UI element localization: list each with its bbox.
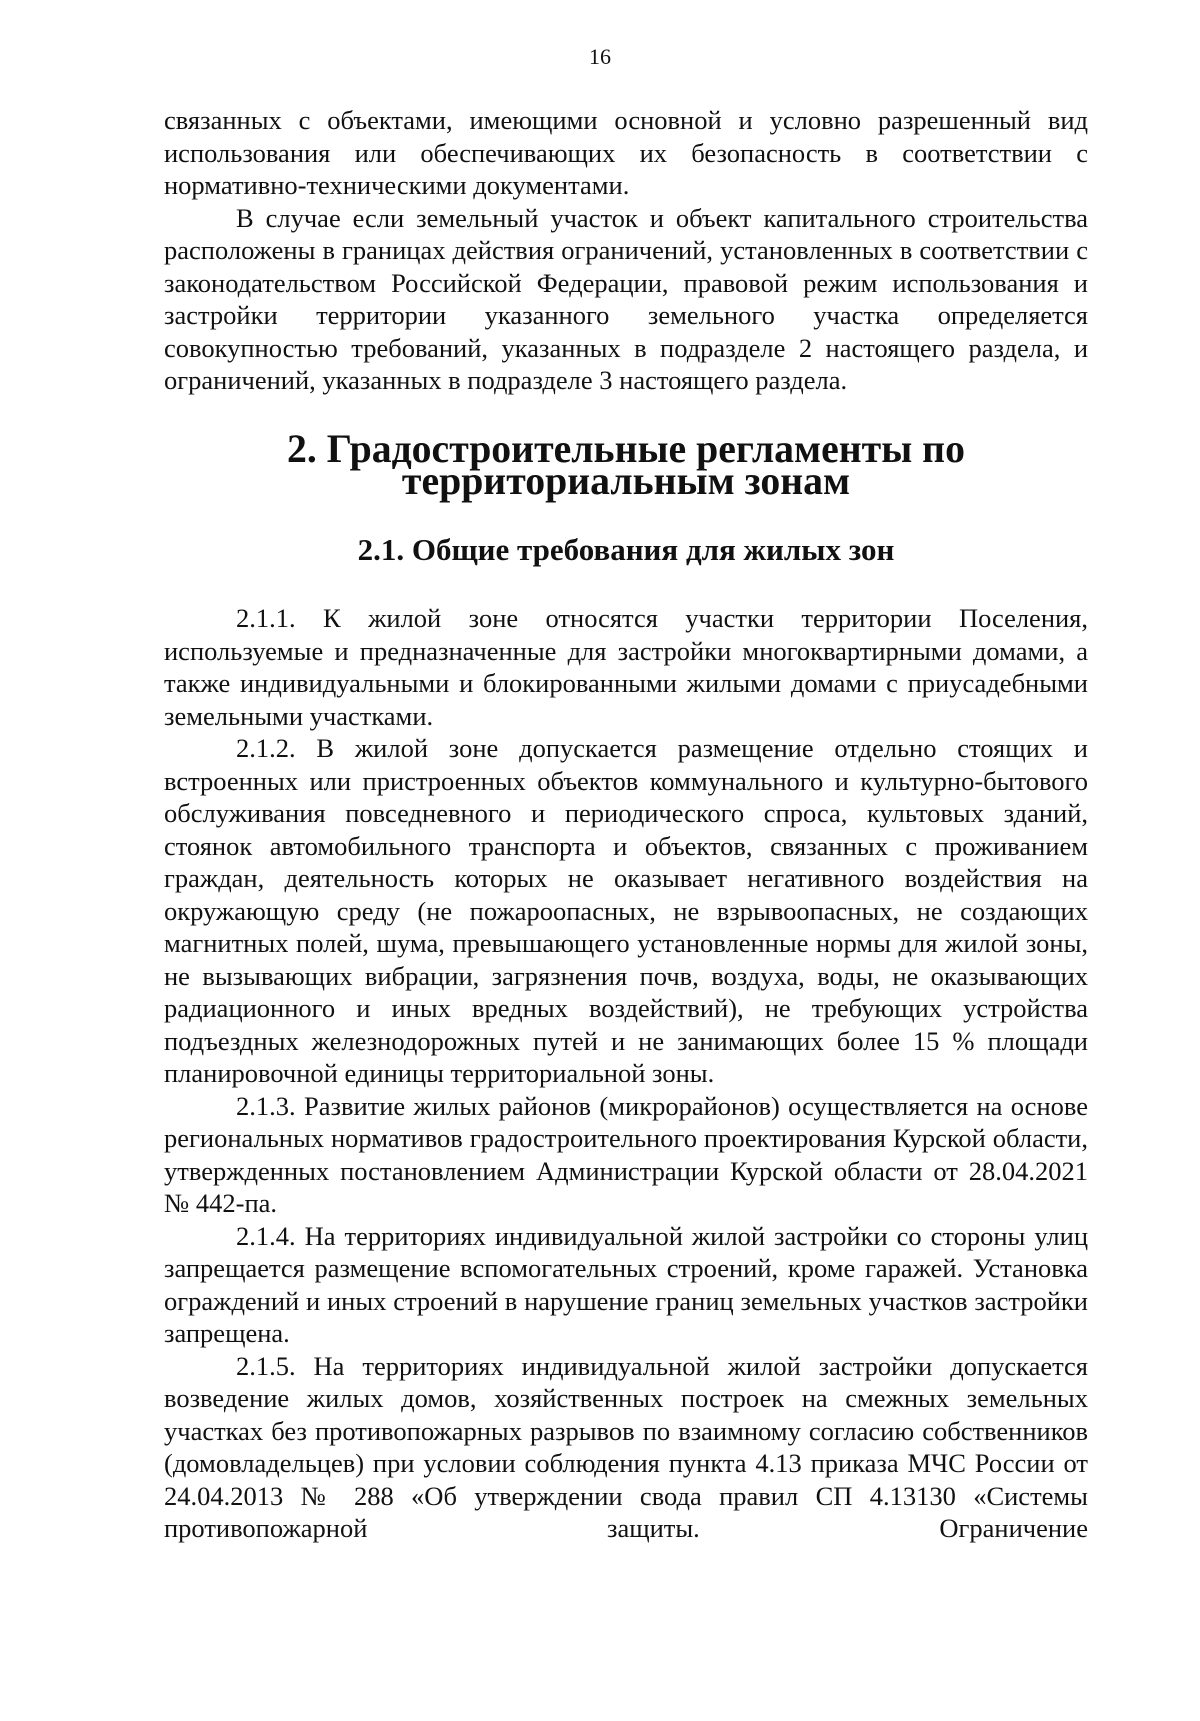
clause-2-1-1: 2.1.1. К жилой зоне относятся участки территории Поселения, используемые и предназначенные для застройки многоквартирными домами, а также индивидуальными и блокированными жилыми домами с приусадебными земельными участками. bbox=[164, 603, 1088, 731]
paragraph-restrictions: В случае если земельный участок и объект капитального строительства расположены в границах действия ограничений, установленных в соответствии с законодательством Российской Федерации, правовой режим использования и застройки территории указанного земельного участка определяется совокупностью требований, указанных в подразделе 2 настоящего раздела, и ограничений, указанных в подразделе 3 настоящего раздела. bbox=[164, 202, 1088, 395]
clause-2-1-2: 2.1.2. В жилой зоне допускается размещение отдельно стоящих и встроенных или пристроенных объектов коммунального и культурно-бытового обслуживания повседневного и периодического спроса, культовых зданий, стоянок автомобильного транспорта и объектов, связанных с проживанием граждан, деятельность которых не оказывает негативного воздействия на окружающую среду (не пожароопасных, не взрывоопасных, не создающих магнитных полей, шума, превышающего установленные нормы для жилой зоны, не вызывающих вибрации, загрязнения почв, воздуха, воды, не оказывающих радиационного и иных вредных воздействий), не требующих устройства подъездных железнодорожных путей и не занимающих более 15 % площади планировочной единицы территориальной зоны. bbox=[164, 733, 1088, 1088]
section-heading-2-1: 2.1. Общие требования для жилых зон bbox=[357, 531, 895, 567]
clause-2-1-5: 2.1.5. На территориях индивидуальной жилой застройки допускается возведение жилых домов, хозяйственных построек на смежных земельных участках без противопожарных разрывов по взаимному согласию собственников (домовладельцев) при условии соблюдения пункта 4.13 приказа МЧС России от 24.04.2013 № 288 «Об утверждении свода правил СП 4.13130 «Системы противопожарной защиты. Ограничение bbox=[164, 1350, 1088, 1543]
clause-2-1-4: 2.1.4. На территориях индивидуальной жилой застройки со стороны улиц запрещается размещение вспомогательных строений, кроме гаражей. Установка ограждений и иных строений в нарушение границ земельных участков застройки запрещена. bbox=[164, 1220, 1088, 1348]
clause-2-1-3: 2.1.3. Развитие жилых районов (микрорайонов) осуществляется на основе региональных нормативов градостроительного проектирования Курской области, утвержденных постановлением Администрации Курской области от 28.04.2021 № 442-па. bbox=[164, 1090, 1088, 1218]
page-number: 16 bbox=[589, 44, 611, 69]
document-body bbox=[164, 104, 1088, 1545]
paragraph-continuation: связанных с объектами, имеющими основной и условно разрешенный вид использования или обеспечивающих их безопасность в соответствии с нормативно-техническими документами. bbox=[164, 105, 1088, 200]
section-heading-2: 2. Градостроительные регламенты по территориальным зонам bbox=[287, 426, 965, 503]
